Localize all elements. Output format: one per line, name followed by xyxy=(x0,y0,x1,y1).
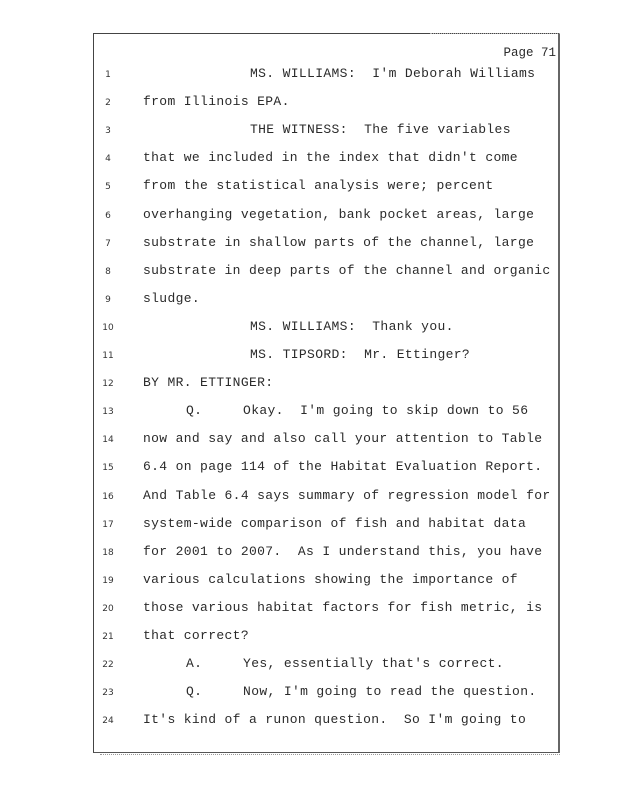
line-number: 5 xyxy=(105,182,111,193)
transcript-line xyxy=(0,178,618,206)
transcript-line xyxy=(0,347,618,375)
transcript-line xyxy=(0,122,618,150)
line-text: from the statistical analysis were; percent xyxy=(143,178,494,194)
line-number: 7 xyxy=(105,238,111,249)
line-number: 6 xyxy=(105,210,111,221)
line-text: that we included in the index that didn't come xyxy=(143,150,518,166)
line-number: 20 xyxy=(102,603,114,614)
line-number: 18 xyxy=(102,547,114,558)
line-number: 14 xyxy=(102,435,114,446)
line-number: 10 xyxy=(102,322,114,333)
line-text: And Table 6.4 says summary of regression model for xyxy=(143,487,551,503)
transcript-line xyxy=(0,488,618,516)
line-number: 11 xyxy=(102,351,114,361)
line-text: BY MR. ETTINGER: xyxy=(143,375,274,391)
transcript-line xyxy=(0,263,618,291)
transcript-line xyxy=(0,66,618,94)
line-number: 24 xyxy=(102,716,114,727)
line-text: from Illinois EPA. xyxy=(143,94,290,110)
line-text: now and say and also call your attention to Table xyxy=(143,431,543,447)
transcript-line xyxy=(0,319,618,347)
line-number: 9 xyxy=(105,294,111,305)
line-number: 19 xyxy=(102,575,114,586)
transcript-line xyxy=(0,94,618,122)
line-number: 1 xyxy=(105,70,111,80)
line-text: THE WITNESS: The five variables xyxy=(250,122,511,138)
line-number: 22 xyxy=(102,660,114,671)
transcript-line xyxy=(0,291,618,319)
transcript-line xyxy=(0,403,618,431)
line-text: 6.4 on page 114 of the Habitat Evaluation Report. xyxy=(143,459,543,475)
line-text: Q. Now, I'm going to read the question. xyxy=(186,684,537,700)
scan-artifact-top xyxy=(430,33,560,36)
line-text: A. Yes, essentially that's correct. xyxy=(186,656,504,672)
transcript-line xyxy=(0,235,618,263)
line-text: system-wide comparison of fish and habitat data xyxy=(143,515,527,531)
line-text: various calculations showing the importance of xyxy=(143,571,518,587)
transcript-line xyxy=(0,684,618,712)
transcript-line xyxy=(0,431,618,459)
line-number: 2 xyxy=(105,98,111,109)
line-number: 15 xyxy=(102,463,114,474)
transcript-line xyxy=(0,516,618,544)
transcript-line xyxy=(0,656,618,684)
transcript-line xyxy=(0,150,618,178)
transcript-line xyxy=(0,600,618,628)
line-number: 21 xyxy=(102,632,114,642)
line-text: MS. TIPSORD: Mr. Ettinger? xyxy=(250,347,471,362)
line-text: MS. WILLIAMS: I'm Deborah Williams xyxy=(250,66,536,81)
transcript-line xyxy=(0,544,618,572)
transcript-line xyxy=(0,375,618,403)
line-text: It's kind of a runon question. So I'm going to xyxy=(143,712,527,728)
transcript-line xyxy=(0,628,618,656)
line-text: overhanging vegetation, bank pocket areas, large xyxy=(143,206,535,222)
transcript-line xyxy=(0,459,618,487)
line-text: those various habitat factors for fish metric, is xyxy=(143,599,543,615)
line-text: substrate in deep parts of the channel and organic xyxy=(143,262,551,278)
line-number: 3 xyxy=(105,126,111,137)
scan-artifact-bottom xyxy=(100,754,560,758)
line-text: MS. WILLIAMS: Thank you. xyxy=(250,318,454,334)
page-number: Page 71 xyxy=(503,46,556,60)
line-number: 16 xyxy=(102,491,114,502)
transcript-line xyxy=(0,207,618,235)
line-text: Q. Okay. I'm going to skip down to 56 xyxy=(186,403,529,419)
line-number: 12 xyxy=(102,379,114,390)
line-number: 4 xyxy=(105,154,111,165)
line-number: 23 xyxy=(102,688,114,699)
line-number: 17 xyxy=(102,519,114,530)
line-text: for 2001 to 2007. As I understand this, you have xyxy=(143,543,543,559)
line-number: 13 xyxy=(102,407,114,418)
line-text: that correct? xyxy=(143,628,249,643)
line-number: 8 xyxy=(105,266,111,277)
transcript-line xyxy=(0,572,618,600)
transcript-line xyxy=(0,712,618,740)
line-text: substrate in shallow parts of the channel, large xyxy=(143,234,535,250)
line-text: sludge. xyxy=(143,290,201,306)
